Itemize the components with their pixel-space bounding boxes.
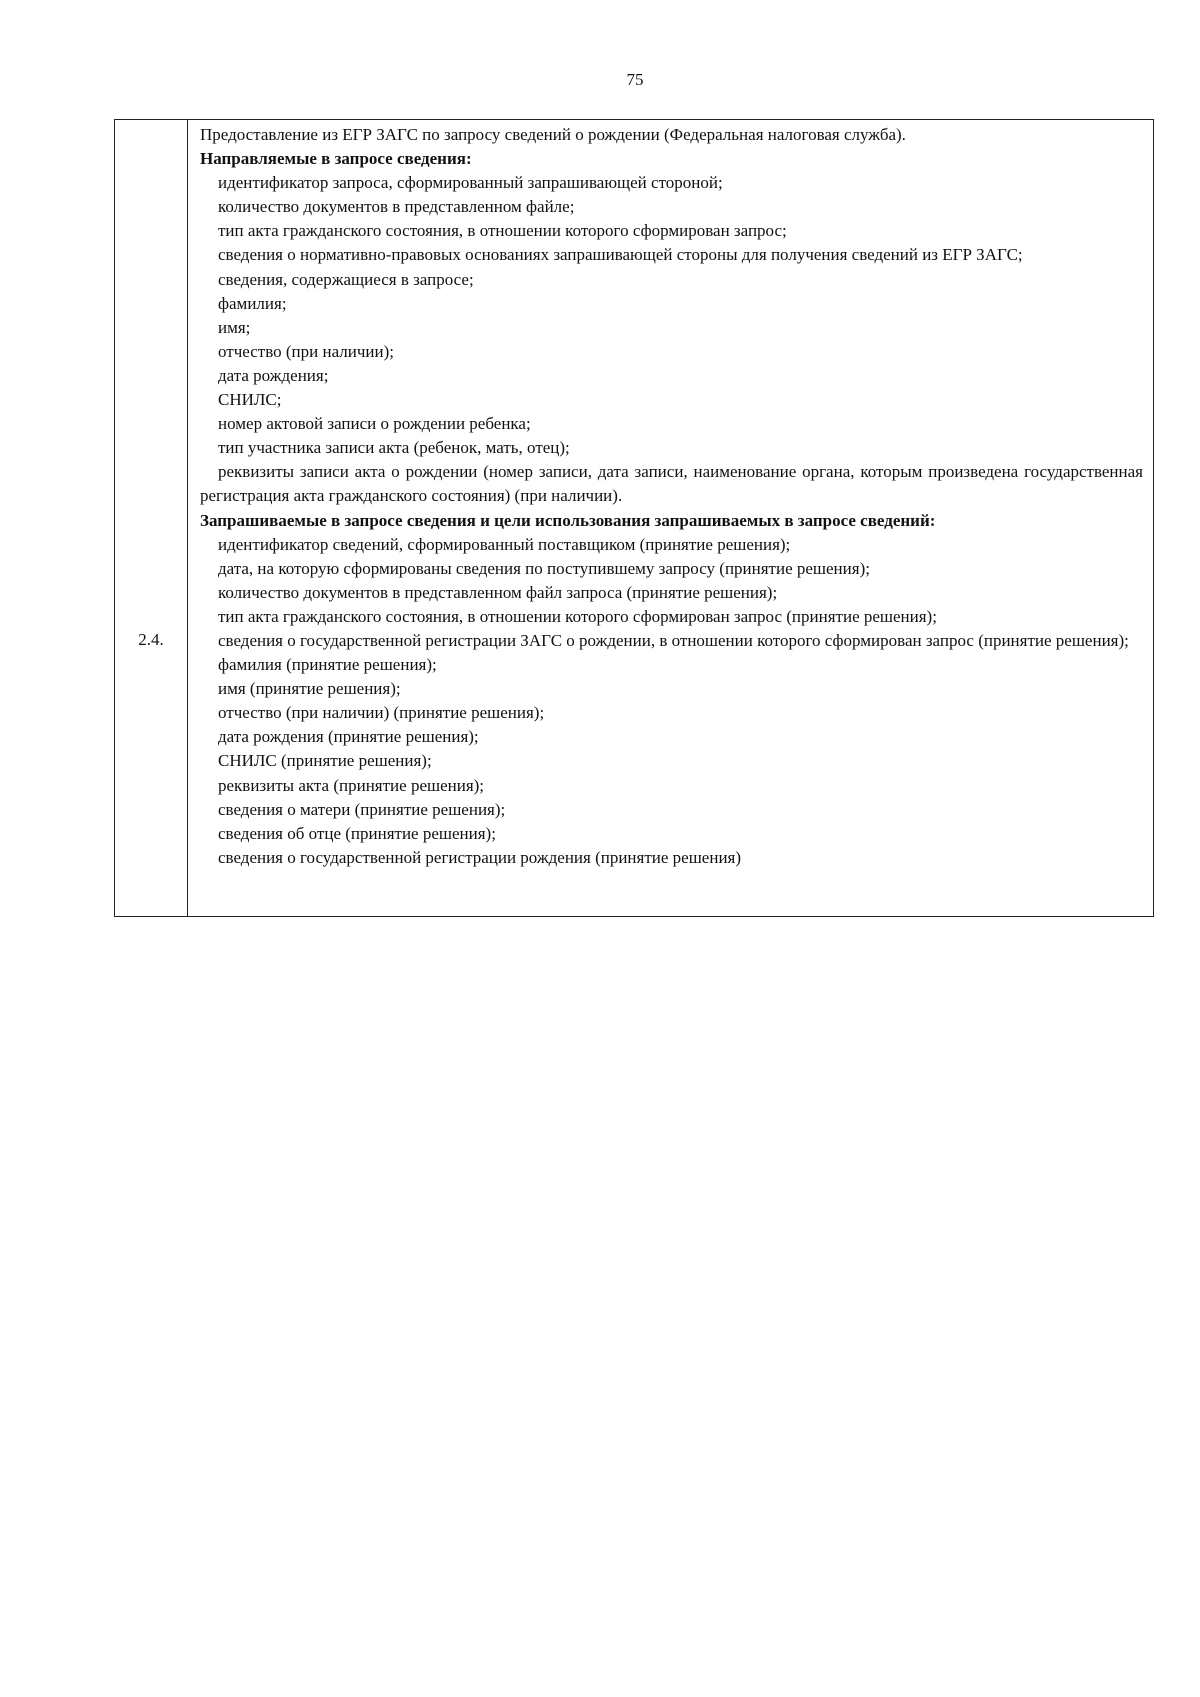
document-table	[114, 119, 1154, 917]
sent-info-item: фамилия;	[218, 293, 287, 313]
requested-info-item: имя (принятие решения);	[218, 679, 401, 699]
requested-info-item: тип акта гражданского состояния, в отношении которого сформирован запрос (принятие решения);	[218, 606, 937, 626]
requested-info-item: идентификатор сведений, сформированный поставщиком (принятие решения);	[218, 534, 791, 554]
requested-info-item: сведения о государственной регистрации рождения (принятие решения)	[218, 847, 742, 867]
requested-info-item: СНИЛС (принятие решения);	[218, 751, 432, 771]
sent-info-item: дата рождения;	[218, 365, 329, 385]
sent-info-item: тип акта гражданского состояния, в отношении которого сформирован запрос;	[218, 221, 787, 241]
sent-info-heading: Направляемые в запросе сведения:	[200, 149, 472, 169]
requested-info-item: сведения об отце (принятие решения);	[218, 823, 496, 843]
sent-info-item: идентификатор запроса, сформированный запрашивающей стороной;	[218, 173, 723, 193]
requested-info-item: отчество (при наличии) (принятие решения);	[218, 703, 545, 723]
sent-info-item: реквизиты записи акта о рождении (номер записи, дата записи, наименование органа, которым произведена государственная регистрация акта гражданского состояния) (при наличии).	[200, 462, 1143, 506]
sent-info-item: имя;	[218, 317, 251, 337]
row-number-cell	[115, 120, 188, 916]
requested-info-item: сведения о государственной регистрации ЗАГС о рождении, в отношении которого сформирован запрос (принятие решения);	[218, 630, 1129, 650]
row-number: 2.4.	[138, 630, 164, 649]
sent-info-item: сведения о нормативно-правовых основаниях запрашивающей стороны для получения сведений из ЕГР ЗАГС;	[218, 245, 1023, 265]
sent-info-item: количество документов в представленном файле;	[218, 197, 575, 217]
requested-info-item: количество документов в представленном файл запроса (принятие решения);	[218, 582, 778, 602]
sent-info-item: отчество (при наличии);	[218, 341, 394, 361]
row-content-cell	[188, 120, 1153, 916]
requested-info-item: дата, на которую сформированы сведения по поступившему запросу (принятие решения);	[218, 558, 870, 578]
requested-info-item: дата рождения (принятие решения);	[218, 727, 479, 747]
sent-info-item: СНИЛС;	[218, 390, 282, 410]
requested-info-list	[200, 533, 1143, 870]
page-number: 75	[626, 70, 644, 89]
sent-info-list	[200, 171, 1143, 508]
requested-info-item: сведения о матери (принятие решения);	[218, 799, 506, 819]
sent-info-item: номер актовой записи о рождении ребенка;	[218, 414, 531, 434]
sent-info-item: сведения, содержащиеся в запросе;	[218, 269, 474, 289]
requested-info-item: реквизиты акта (принятие решения);	[218, 775, 485, 795]
row-title: Предоставление из ЕГР ЗАГС по запросу сведений о рождении (Федеральная налоговая служба).	[200, 125, 906, 144]
requested-info-heading: Запрашиваемые в запросе сведения и цели использования запрашиваемых в запросе сведений:	[200, 510, 936, 530]
requested-info-item: фамилия (принятие решения);	[218, 655, 437, 675]
sent-info-item: тип участника записи акта (ребенок, мать, отец);	[218, 438, 570, 458]
